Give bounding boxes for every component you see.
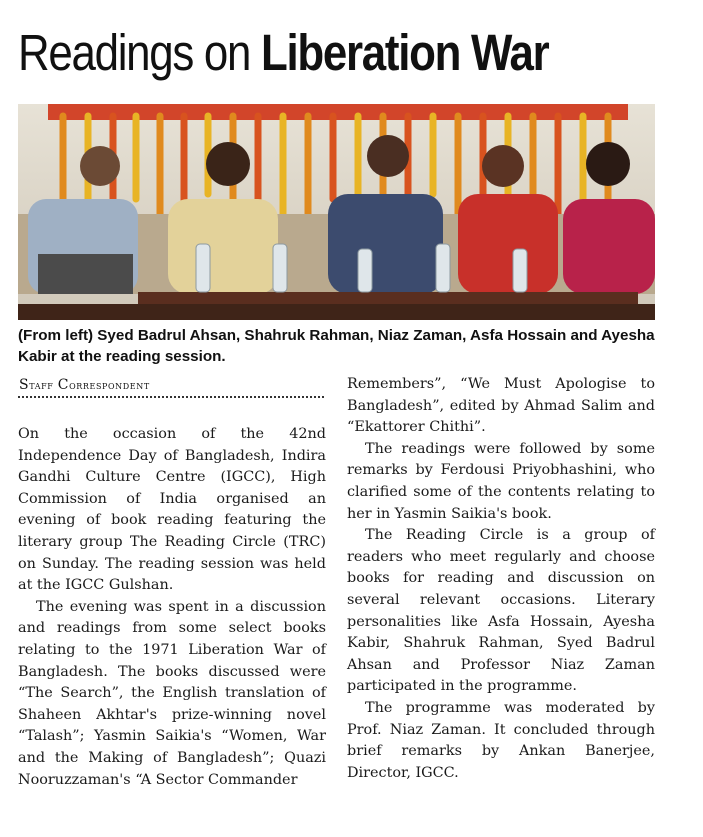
article-column-2	[347, 374, 655, 784]
photo-caption: (From left) Syed Badrul Ahsan, Shahruk Rahman, Niaz Zaman, Asfa Hossain and Ayesha Kabir at the reading session.	[18, 327, 655, 365]
paragraph: Remembers”, “We Must Apologise to Bangladesh”, edited by Ahmad Salim and “Ekattorer Chithi”.	[347, 376, 655, 436]
event-photo	[18, 104, 655, 320]
paragraph: On the occasion of the 42nd Independence Day of Bangladesh, Indira Gandhi Culture Centre (IGCC), High Commission of India organised an evening of book reading featuring the literary group The Reading Circle (TRC) on Sunday. The reading session was held at the IGCC Gulshan.	[18, 426, 326, 594]
byline-divider	[18, 396, 324, 398]
paragraph: The Reading Circle is a group of readers who meet regularly and choose books for reading and discussion on several relevant occasions. Literary personalities like Asfa Hossain, Ayesha Kabir, Shahruk Rahman, Syed Badrul Ahsan and Professor Niaz Zaman participated in the programme.	[347, 527, 655, 695]
article-column-1	[18, 424, 326, 791]
paragraph: The programme was moderated by Prof. Niaz Zaman. It concluded through brief remarks by Ankan Banerjee, Director, IGCC.	[347, 699, 655, 781]
paragraph: The readings were followed by some remarks by Ferdousi Priyobhashini, who clarified some of the contents relating to her in Yasmin Saikia's book.	[347, 440, 655, 522]
byline: Staff Correspondent	[19, 377, 150, 393]
headline-light: Readings on	[18, 24, 261, 81]
headline	[18, 22, 548, 84]
paragraph: The evening was spent in a discussion and readings from some select books relating to the 1971 Liberation War of Bangladesh. The books discussed were “The Search”, the English translation of Shaheen Akhtar's prize-winning novel “Talash”; Yasmin Saikia's “Women, War and the Making of Bangladesh”; Quazi Nooruzzaman's “A Sector Commander	[18, 598, 326, 788]
headline-bold: Liberation War	[260, 24, 549, 81]
